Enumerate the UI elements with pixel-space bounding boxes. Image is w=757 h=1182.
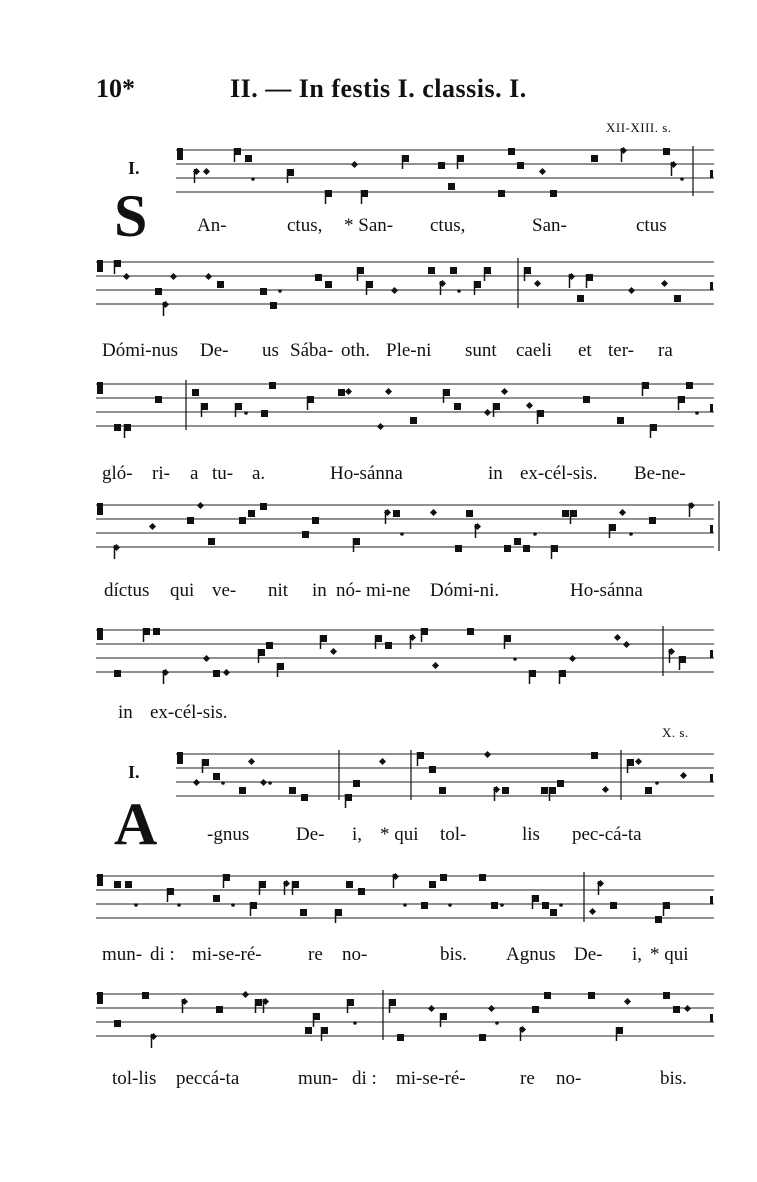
mora-dot <box>134 903 138 907</box>
neume-punctum <box>245 155 252 162</box>
neume-punctum <box>266 642 273 649</box>
lyric-syllable: re <box>308 944 323 965</box>
clef-mark <box>97 998 100 1004</box>
mora-dot <box>231 903 235 907</box>
staff-svg <box>96 376 714 438</box>
neume-punctum <box>532 1006 539 1013</box>
neume-rhombus <box>432 662 439 669</box>
lyric-syllable: in <box>488 463 503 484</box>
neume-punctum <box>213 773 220 780</box>
neume-rhombus <box>661 280 668 287</box>
neume-punctum <box>440 874 447 881</box>
lyric-syllable: di : <box>352 1068 377 1089</box>
neume-punctum <box>550 909 557 916</box>
neume-punctum <box>655 916 662 923</box>
clef-mark <box>97 880 100 886</box>
neume-punctum <box>498 190 505 197</box>
staff-svg <box>96 986 714 1048</box>
neume-rhombus <box>170 273 177 280</box>
neume-rhombus <box>197 502 204 509</box>
custos <box>710 1014 713 1022</box>
neume-punctum <box>155 288 162 295</box>
lyric-syllable: peccá-ta <box>176 1068 240 1089</box>
lyric-syllable: mun- <box>298 1068 339 1089</box>
neume-rhombus <box>602 786 609 793</box>
mora-dot <box>353 1021 357 1025</box>
mora-dot <box>513 657 517 661</box>
lyric-syllable: i, <box>352 824 363 845</box>
neume-punctum <box>491 902 498 909</box>
neume-rhombus <box>624 998 631 1005</box>
mora-dot <box>680 177 684 181</box>
neume-punctum <box>550 190 557 197</box>
neume-rhombus <box>385 388 392 395</box>
agnus-initial-letter: A <box>114 791 158 857</box>
lyric-syllable: -gnus <box>207 824 250 845</box>
neume-rhombus <box>484 409 491 416</box>
lyric-syllable: tu- <box>212 463 234 484</box>
lyric-syllable: * qui <box>650 944 689 965</box>
sanctus-staff-5 <box>96 622 714 684</box>
lyric-syllable: Ple-ni <box>386 340 432 361</box>
mora-dot <box>403 903 407 907</box>
neume-punctum <box>448 183 455 190</box>
lyric-syllable: ctus, <box>430 215 466 236</box>
neume-punctum <box>479 1034 486 1041</box>
neume-punctum <box>301 794 308 801</box>
neume-punctum <box>142 992 149 999</box>
neume-punctum <box>542 902 549 909</box>
neume-punctum <box>270 302 277 309</box>
lyric-syllable: pec-cá-ta <box>572 824 642 845</box>
lyric-syllable: sunt <box>465 340 497 361</box>
neume-rhombus <box>680 772 687 779</box>
lyric-syllable: in <box>118 702 133 723</box>
neume-rhombus <box>623 641 630 648</box>
mora-dot <box>278 289 282 293</box>
lyric-syllable: Agnus <box>506 944 556 965</box>
neume-rhombus <box>203 655 210 662</box>
lyric-syllable: ex-cél-sis. <box>520 463 598 484</box>
neume-punctum <box>502 787 509 794</box>
neume-punctum <box>155 396 162 403</box>
mora-dot <box>400 532 404 536</box>
lyric-syllable: bis. <box>660 1068 687 1089</box>
neume-punctum <box>114 424 121 431</box>
neume-punctum <box>467 628 474 635</box>
lyric-syllable: ex-cél-sis. <box>150 702 228 723</box>
lyric-syllable: ri- <box>152 463 170 484</box>
staff-svg <box>96 497 714 559</box>
lyric-syllable: ctus, <box>287 215 323 236</box>
neume-punctum <box>591 752 598 759</box>
neume-punctum <box>346 881 353 888</box>
lyric-syllable: De- <box>296 824 325 845</box>
agnus-mode-numeral: I. <box>128 762 140 782</box>
neume-rhombus <box>534 280 541 287</box>
neume-punctum <box>645 787 652 794</box>
lyric-syllable: Sába- <box>290 340 334 361</box>
neume-rhombus <box>589 908 596 915</box>
neume-rhombus <box>628 287 635 294</box>
staff-svg <box>176 142 714 204</box>
neume-rhombus <box>569 655 576 662</box>
custos <box>710 282 713 290</box>
neume-punctum <box>508 148 515 155</box>
lyric-syllable: díctus <box>104 580 150 601</box>
custos <box>710 525 713 533</box>
custos <box>710 650 713 658</box>
lyric-syllable: ve- <box>212 580 237 601</box>
lyric-syllable: tol- <box>440 824 467 845</box>
staff-svg <box>96 254 714 316</box>
mora-dot <box>559 903 563 907</box>
lyric-syllable: mun- <box>102 944 143 965</box>
neume-punctum <box>248 510 255 517</box>
neume-punctum <box>517 162 524 169</box>
neume-rhombus <box>614 634 621 641</box>
sanctus-century: XII-XIII. s. <box>606 120 672 135</box>
neume-punctum <box>455 545 462 552</box>
lyric-syllable: De- <box>200 340 229 361</box>
sanctus-initial-letter: S <box>114 183 148 249</box>
staff-svg <box>96 622 714 684</box>
neume-punctum <box>591 155 598 162</box>
agnus-century: X. s. <box>662 725 689 740</box>
lyric-syllable: ctus <box>636 215 667 236</box>
clef-mark <box>97 634 100 640</box>
neume-punctum <box>514 538 521 545</box>
lyric-syllable: et <box>578 340 592 361</box>
neume-punctum <box>305 1027 312 1034</box>
neume-rhombus <box>203 168 210 175</box>
neume-punctum <box>686 382 693 389</box>
mora-dot <box>655 781 659 785</box>
neume-punctum <box>338 389 345 396</box>
custos <box>710 896 713 904</box>
lyric-syllable: qui <box>170 580 195 601</box>
lyric-syllable: no- <box>556 1068 582 1089</box>
neume-punctum <box>429 766 436 773</box>
neume-rhombus <box>223 669 230 676</box>
lyric-syllable: gló- <box>102 463 133 484</box>
neume-punctum <box>610 902 617 909</box>
neume-rhombus <box>391 287 398 294</box>
neume-punctum <box>325 281 332 288</box>
mora-dot <box>695 411 699 415</box>
staff-svg <box>96 868 714 930</box>
sanctus-staff-1 <box>176 142 714 204</box>
neume-punctum <box>192 389 199 396</box>
neume-punctum <box>289 787 296 794</box>
lyric-syllable: oth. <box>341 340 371 361</box>
neume-rhombus <box>345 388 352 395</box>
neume-punctum <box>114 1020 121 1027</box>
lyric-syllable: ra <box>658 340 673 361</box>
lyric-syllable: mi-se-ré- <box>396 1068 466 1089</box>
neume-punctum <box>421 902 428 909</box>
lyric-syllable: mi-se-ré- <box>192 944 262 965</box>
lyric-syllable: Ho-sánna <box>570 580 643 601</box>
neume-punctum <box>577 295 584 302</box>
neume-punctum <box>479 874 486 881</box>
neume-punctum <box>663 148 670 155</box>
neume-punctum <box>438 162 445 169</box>
clef-mark <box>177 154 180 160</box>
mora-dot <box>448 903 452 907</box>
neume-punctum <box>393 510 400 517</box>
neume-punctum <box>504 545 511 552</box>
neume-punctum <box>617 417 624 424</box>
mora-dot <box>500 903 504 907</box>
lyric-syllable: * qui <box>380 824 419 845</box>
neume-rhombus <box>205 273 212 280</box>
neume-punctum <box>153 628 160 635</box>
neume-punctum <box>269 382 276 389</box>
lyric-syllable: nó- <box>336 580 362 601</box>
neume-punctum <box>208 538 215 545</box>
mora-dot <box>533 532 537 536</box>
neume-rhombus <box>430 509 437 516</box>
neume-rhombus <box>619 509 626 516</box>
neume-rhombus <box>248 758 255 765</box>
neume-punctum <box>454 403 461 410</box>
neume-punctum <box>261 410 268 417</box>
neume-punctum <box>260 288 267 295</box>
lyric-syllable: bis. <box>440 944 467 965</box>
neume-punctum <box>239 517 246 524</box>
neume-rhombus <box>684 1005 691 1012</box>
neume-rhombus <box>484 751 491 758</box>
neume-rhombus <box>351 161 358 168</box>
neume-punctum <box>114 670 121 677</box>
neume-punctum <box>187 517 194 524</box>
mora-dot <box>251 177 255 181</box>
neume-punctum <box>213 670 220 677</box>
neume-punctum <box>544 992 551 999</box>
neume-rhombus <box>377 423 384 430</box>
lyric-syllable: us <box>262 340 279 361</box>
neume-punctum <box>466 510 473 517</box>
neume-punctum <box>557 780 564 787</box>
mora-dot <box>221 781 225 785</box>
lyric-syllable: ter- <box>608 340 634 361</box>
lyric-syllable: Be-ne- <box>634 463 686 484</box>
page-number: 10* <box>96 74 135 103</box>
neume-punctum <box>673 1006 680 1013</box>
neume-punctum <box>260 503 267 510</box>
mora-dot <box>177 903 181 907</box>
neume-punctum <box>216 1006 223 1013</box>
mora-dot <box>457 289 461 293</box>
custos <box>710 774 713 782</box>
neume-punctum <box>649 517 656 524</box>
neume-punctum <box>583 396 590 403</box>
neume-punctum <box>663 992 670 999</box>
lyric-syllable: Dómi-ni. <box>430 580 500 601</box>
neume-rhombus <box>123 273 130 280</box>
agnus-staff-3 <box>96 986 714 1048</box>
sanctus-mode-numeral: I. <box>128 158 140 178</box>
neume-rhombus <box>242 991 249 998</box>
neume-punctum <box>439 787 446 794</box>
clef-mark <box>97 388 100 394</box>
neume-rhombus <box>501 388 508 395</box>
lyric-syllable: tol-lis <box>112 1068 157 1089</box>
neume-punctum <box>114 881 121 888</box>
lyric-syllable: mi-ne <box>366 580 411 601</box>
neume-punctum <box>125 881 132 888</box>
sanctus-staff-3 <box>96 376 714 438</box>
sanctus-staff-4 <box>96 497 714 559</box>
neume-rhombus <box>149 523 156 530</box>
lyric-syllable: caeli <box>516 340 552 361</box>
mora-dot <box>629 532 633 536</box>
lyric-syllable: a <box>190 463 199 484</box>
custos <box>710 404 713 412</box>
neume-rhombus <box>539 168 546 175</box>
neume-rhombus <box>635 758 642 765</box>
lyric-syllable: i, <box>632 944 643 965</box>
neume-punctum <box>300 909 307 916</box>
neume-punctum <box>541 787 548 794</box>
lyric-syllable: di : <box>150 944 175 965</box>
neume-rhombus <box>488 1005 495 1012</box>
clef-mark <box>177 758 180 764</box>
lyric-syllable: a. <box>252 463 266 484</box>
neume-punctum <box>450 267 457 274</box>
neume-punctum <box>397 1034 404 1041</box>
lyric-syllable: San- <box>532 215 567 236</box>
lyric-syllable: in <box>312 580 327 601</box>
clef-mark <box>97 509 100 515</box>
agnus-staff-1 <box>176 746 714 808</box>
lyric-syllable: re <box>520 1068 535 1089</box>
custos <box>710 170 713 178</box>
staff-svg <box>176 746 714 808</box>
agnus-staff-2 <box>96 868 714 930</box>
neume-punctum <box>523 545 530 552</box>
sanctus-staff-2 <box>96 254 714 316</box>
neume-rhombus <box>260 779 267 786</box>
neume-rhombus <box>193 779 200 786</box>
neume-punctum <box>213 895 220 902</box>
lyric-syllable: Ho-sánna <box>330 463 403 484</box>
neume-punctum <box>315 274 322 281</box>
neume-punctum <box>358 888 365 895</box>
mora-dot <box>244 411 248 415</box>
neume-punctum <box>302 531 309 538</box>
neume-punctum <box>239 787 246 794</box>
neume-punctum <box>312 517 319 524</box>
lyric-syllable: no- <box>342 944 368 965</box>
lyric-syllable: De- <box>574 944 603 965</box>
lyric-syllable: An- <box>197 215 227 236</box>
neume-rhombus <box>428 1005 435 1012</box>
lyric-syllable: Dómi-nus <box>102 340 178 361</box>
neume-rhombus <box>330 648 337 655</box>
neume-punctum <box>353 780 360 787</box>
neume-punctum <box>217 281 224 288</box>
neume-punctum <box>428 267 435 274</box>
lyric-syllable: nit <box>268 580 289 601</box>
neume-rhombus <box>526 402 533 409</box>
neume-punctum <box>429 881 436 888</box>
neume-punctum <box>410 417 417 424</box>
neume-punctum <box>385 642 392 649</box>
lyric-syllable: * San- <box>344 215 394 236</box>
lyric-syllable: lis <box>522 824 540 845</box>
neume-punctum <box>674 295 681 302</box>
page-title: II. — In festis I. classis. I. <box>230 74 527 103</box>
neume-punctum <box>588 992 595 999</box>
clef-mark <box>97 266 100 272</box>
neume-punctum <box>562 510 569 517</box>
neume-rhombus <box>379 758 386 765</box>
mora-dot <box>268 781 272 785</box>
mora-dot <box>495 1021 499 1025</box>
